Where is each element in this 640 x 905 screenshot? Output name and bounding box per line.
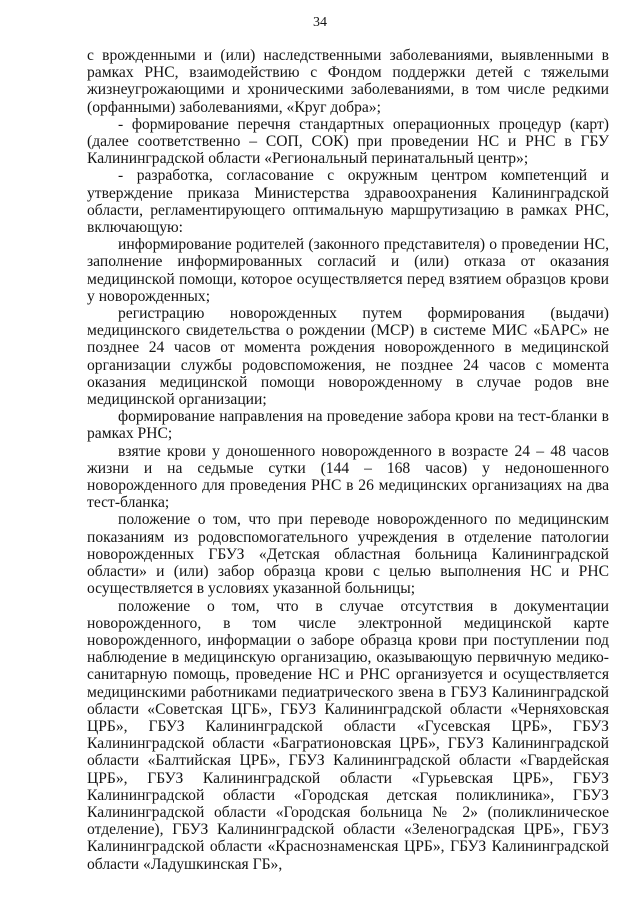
page-number: 34 bbox=[313, 15, 327, 30]
paragraph-transfer-provision: положение о том, что при переводе новорожденного по медицинским показаниям из родовспомогательного учреждения в отделение патологии новорожденных ГБУЗ «Детская областная больница Калининградской области» и (или) забор образца крови с целью выполнения НС и РНС осуществляется в условиях указанной больницы; bbox=[87, 511, 609, 598]
paragraph-continuation: с врожденными и (или) наследственными заболеваниями, выявленными в рамках РНС, взаимодействию с Фондом поддержки детей с тяжелыми жизнеугрожающими и хроническими заболеваниями, в том числе редкими (орфанными) заболеваниями, «Круг добра»; bbox=[87, 47, 609, 116]
paragraph-parent-informing: информирование родителей (законного представителя) о проведении НС, заполнение информированных согласий и (или) отказа от оказания медицинской помощи, которое осуществляется перед взятием образцов крови у новорожденных; bbox=[87, 236, 609, 305]
paragraph-missing-sample-provision: положение о том, что в случае отсутствия в документации новорожденного, в том числе электронной медицинской карте новорожденного, информации о заборе образца крови при поступлении под наблюдение в медицинскую организацию, оказывающую первичную медико-санитарную помощь, проведение НС и РНС организуется и осуществляется медицинскими работниками педиатрического звена в ГБУЗ Калининградской области «Советская ЦГБ», ГБУЗ Калининградской области «Черняховская ЦРБ», ГБУЗ Калининградской области «Гусевская ЦРБ», ГБУЗ Калининградской области «Багратионовская ЦРБ», ГБУЗ Калининградской области «Балтийская ЦРБ», ГБУЗ Калининградской области «Гвардейская ЦРБ», ГБУЗ Калининградской области «Гурьевская ЦРБ», ГБУЗ Калининградской области «Городская детская поликлиника», ГБУЗ Калининградской области «Городская больница № 2» (поликлиническое отделение), ГБУЗ Калининградской области «Зеленоградская ЦРБ», ГБУЗ Калининградской области «Краснознаменская ЦРБ», ГБУЗ Калининградской области «Ладушкинская ГБ», bbox=[87, 597, 609, 873]
paragraph-newborn-registration: регистрацию новорожденных путем формирования (выдачи) медицинского свидетельства о рождении (МСР) в системе МИС «БАРС» не позднее 24 часов от момента рождения новорожденного в медицинской организации службы родовспоможения, не позднее 24 часов с момента оказания медицинской помощи новорожденному в случае родов вне медицинской организации; bbox=[87, 305, 609, 409]
paragraph-blood-sampling: взятие крови у доношенного новорожденного в возрасте 24 – 48 часов жизни и на седьмые сутки (144 – 168 часов) у недоношенного новорожденного для проведения РНС в 26 медицинских организациях на два тест-бланка; bbox=[87, 442, 609, 512]
document-body bbox=[87, 47, 609, 873]
paragraph-order-development: - разработка, согласование с окружным центром компетенций и утверждение приказа Министерства здравоохранения Калининградской области, регламентирующего оптимальную маршрутизацию в рамках РНС, включающую: bbox=[87, 167, 609, 237]
paragraph-referral: формирование направления на проведение забора крови на тест-бланки в рамках РНС; bbox=[87, 408, 609, 443]
paragraph-sop-list: - формирование перечня стандартных операционных процедур (карт) (далее соответственно – СОП, СОК) при проведении НС и РНС в ГБУ Калининградской области «Региональный перинатальный центр»; bbox=[87, 115, 609, 168]
